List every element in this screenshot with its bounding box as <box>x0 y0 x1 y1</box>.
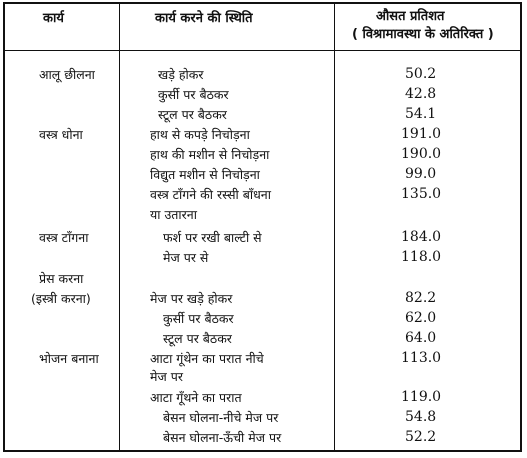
task-cell: भोजन बनाना <box>39 351 99 366</box>
condition-cell: खड़े होकर <box>158 67 204 82</box>
condition-cell: हाथ से कपड़े निचोड़ना <box>150 127 250 142</box>
value-cell: 119.0 <box>401 389 442 405</box>
value-cell: 191.0 <box>401 126 442 142</box>
task-cell: आलू छीलना <box>39 67 95 82</box>
value-cell: 99.0 <box>405 166 437 182</box>
condition-cell: आटा गूंथेन का परात नीचे <box>150 351 264 366</box>
condition-cell: मेज पर खड़े होकर <box>150 291 233 306</box>
value-cell: 184.0 <box>401 229 442 245</box>
condition-cell: मेज पर से <box>163 250 209 265</box>
condition-cell: फर्श पर रखी बाल्टी से <box>163 230 262 245</box>
value-cell: 135.0 <box>401 186 442 202</box>
header-excluding-rest: ( विश्रामावस्था के अतिरिक्त ) <box>352 27 494 42</box>
condition-cell: या उतारना <box>150 207 197 222</box>
value-cell: 54.1 <box>405 106 437 122</box>
value-cell: 82.2 <box>405 290 437 306</box>
column-divider-2 <box>334 4 335 450</box>
condition-cell: कुर्सी पर बैठकर <box>163 311 234 326</box>
header-divider <box>5 50 520 51</box>
task-cell: वस्त्र टाँगना <box>39 230 89 245</box>
value-cell: 190.0 <box>401 146 442 162</box>
header-average-percent: औसत प्रतिशत <box>376 9 445 24</box>
value-cell: 62.0 <box>405 310 437 326</box>
value-cell: 50.2 <box>405 66 437 82</box>
condition-cell: स्टूल पर बैठकर <box>163 331 232 346</box>
column-divider-1 <box>119 4 120 450</box>
header-task: कार्य <box>43 11 64 26</box>
condition-cell: हाथ की मशीन से निचोड़ना <box>150 147 270 162</box>
condition-cell: बेसन घोलना-ऊँची मेज पर <box>163 430 282 445</box>
condition-cell: कुर्सी पर बैठकर <box>158 87 229 102</box>
condition-cell: वस्त्र टाँगने की रस्सी बाँधना <box>150 187 271 202</box>
value-cell: 118.0 <box>401 249 442 265</box>
header-condition: कार्य करने की स्थिति <box>155 11 253 26</box>
task-cell: वस्त्र धोना <box>39 127 83 142</box>
value-cell: 113.0 <box>401 350 442 366</box>
condition-cell: स्टूल पर बैठकर <box>158 107 227 122</box>
condition-cell: मेज पर <box>150 369 183 384</box>
condition-cell: आटा गूँथने का परात <box>150 390 242 405</box>
task-cell: प्रेस करना <box>39 271 84 286</box>
condition-cell: बेसन घोलना-नीचे मेज पर <box>163 410 279 425</box>
value-cell: 52.2 <box>405 429 437 445</box>
value-cell: 64.0 <box>405 330 437 346</box>
condition-cell: विद्युत मशीन से निचोड़ना <box>150 167 260 182</box>
value-cell: 54.8 <box>405 409 437 425</box>
value-cell: 42.8 <box>405 86 437 102</box>
activity-energy-table <box>3 2 522 452</box>
task-cell: (इस्त्री करना) <box>31 291 91 306</box>
